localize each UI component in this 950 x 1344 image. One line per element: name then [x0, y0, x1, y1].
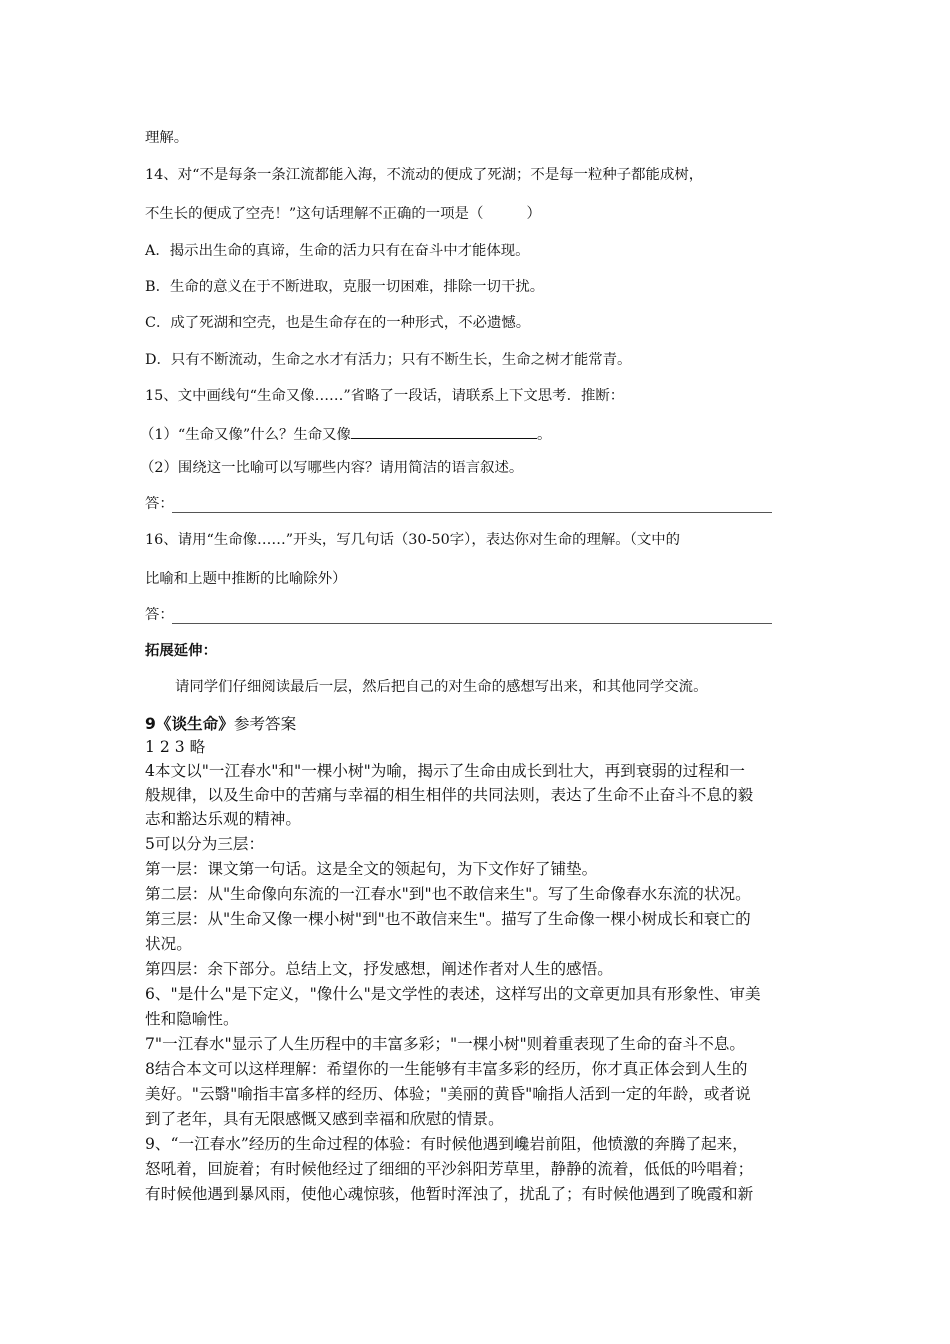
answer-line: 1 2 3 略 [145, 738, 206, 756]
answer-line: 怒吼着，回旋着；有时候他经过了细细的平沙斜阳芳草里，静静的流着，低低的吟唱着； [145, 1160, 754, 1178]
answers-title-rest: 参考答案 [233, 715, 297, 733]
answer-line: 般规律，以及生命中的苦痛与幸福的相生相伴的共同法则，表达了生命不止奋斗不息的毅 [145, 786, 754, 804]
answers-title [145, 713, 296, 735]
option-c: C．成了死湖和空壳，也是生命存在的一种形式，不必遗憾。 [145, 315, 531, 331]
answer-line: 7"一江春水"显示了人生历程中的丰富多彩；"一棵小树"则着重表现了生命的奋斗不息。 [145, 1035, 745, 1053]
sub-1-prefix: （1）“生命又像”什么？生命又像 [140, 427, 351, 443]
answer-line: 6、"是什么"是下定义，"像什么"是文学性的表述，这样写出的文章更加具有形象性、审美 [145, 985, 761, 1003]
question-16-line-2: 比喻和上题中推断的比喻除外） [145, 571, 347, 587]
question-15-sub-1 [140, 422, 551, 445]
question-16-line-1: 16、请用“生命像……”开头，写几句话（30-50字），表达你对生命的理解。（文中的 [145, 532, 681, 548]
answer-line: 第一层：课文第一句话。这是全文的领起句，为下文作好了铺垫。 [145, 860, 598, 878]
option-d: D．只有不断流动，生命之水才有活力；只有不断生长，生命之树才能常青。 [145, 352, 632, 368]
extension-heading: 拓展延伸： [145, 643, 217, 659]
answer-line: 9、“一江春水”经历的生命过程的体验：有时候他遇到巉岩前阻，他愤激的奔腾了起来， [145, 1135, 748, 1153]
sub-1-suffix: 。 [536, 427, 552, 443]
text-line: 理解。 [145, 130, 189, 146]
answer-line-15[interactable] [172, 512, 772, 513]
answer-line: 4本文以"一江春水"和"一棵小树"为喻，揭示了生命由成长到壮大，再到衰弱的过程和一 [145, 762, 745, 780]
answer-line: 志和豁达乐观的精神。 [145, 810, 301, 828]
answers-title-bold: 9《谈生命》 [145, 715, 234, 733]
option-a: A．揭示出生命的真谛，生命的活力只有在奋斗中才能体现。 [145, 243, 530, 259]
answer-line: 状况。 [145, 935, 192, 953]
answer-line: 8结合本文可以这样理解：希望你的一生能够有丰富多彩的经历，你才真正体会到人生的 [145, 1060, 748, 1078]
question-14-line-2: 不生长的便成了空壳！”这句话理解不正确的一项是（ ） [145, 206, 541, 222]
answer-line-16[interactable] [172, 623, 772, 624]
extension-text: 请同学们仔细阅读最后一层，然后把自己的对生命的感想写出来，和其他同学交流。 [175, 679, 708, 695]
answer-label-15: 答： [145, 496, 174, 512]
answer-line: 第二层：从"生命像向东流的一江春水"到"也不敢信来生"。写了生命像春水东流的状况。 [145, 885, 751, 903]
answer-line: 美好。"云翳"喻指丰富多样的经历、体验；"美丽的黄昏"喻指人活到一定的年龄，或者说 [145, 1085, 751, 1103]
question-15-stem: 15、文中画线句“生命又像……”省略了一段话，请联系上下文思考．推断： [145, 388, 625, 404]
answer-line: 5可以分为三层： [145, 835, 265, 853]
answer-line: 有时候他遇到暴风雨，使他心魂惊骇，他暂时浑浊了，扰乱了；有时候他遇到了晚霞和新 [145, 1185, 754, 1203]
question-15-sub-2: （2）围绕这一比喻可以写哪些内容？请用简洁的语言叙述。 [140, 460, 524, 476]
answer-line: 第三层：从"生命又像一棵小树"到"也不敢信来生"。描写了生命像一棵小树成长和衰亡的 [145, 910, 751, 928]
answer-line: 性和隐喻性。 [145, 1010, 239, 1028]
answer-line: 第四层：余下部分。总结上文，抒发感想，阐述作者对人生的感悟。 [145, 960, 613, 978]
option-b: B．生命的意义在于不断进取，克服一切困难，排除一切干扰。 [145, 279, 545, 295]
answer-line: 到了老年，具有无限感慨又感到幸福和欣慰的情景。 [145, 1110, 504, 1128]
fill-in-blank[interactable] [351, 422, 537, 439]
answer-label-16: 答： [145, 607, 174, 623]
question-14-line-1: 14、对“不是每条一条江流都能入海，不流动的便成了死湖；不是每一粒种子都能成树， [145, 167, 704, 183]
